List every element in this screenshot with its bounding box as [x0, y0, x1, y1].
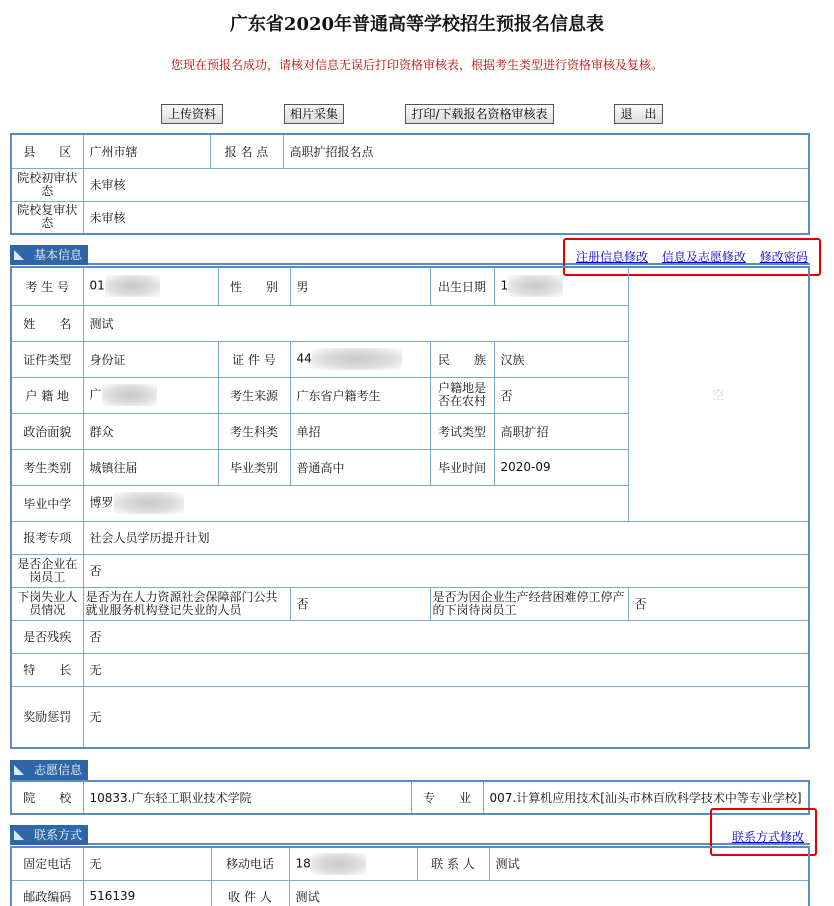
award-label: 奖励惩罚 — [11, 686, 83, 748]
program-label: 报考专项 — [11, 521, 83, 554]
unemployed-answer-2: 否 — [628, 587, 809, 620]
wish-table — [10, 780, 810, 815]
employee-label: 是否企业在岗员工 — [11, 554, 83, 587]
exit-button[interactable]: 退 出 — [614, 104, 663, 124]
ethnic-label: 民 族 — [430, 341, 494, 377]
county-value: 广州市辖 — [83, 134, 210, 168]
hukou-label: 户 籍 地 — [11, 377, 83, 413]
unemployed-answer-1: 否 — [290, 587, 430, 620]
photo-placeholder: 空 — [628, 267, 809, 521]
source-value: 广东省户籍考生 — [290, 377, 430, 413]
ethnic-value: 汉族 — [494, 341, 628, 377]
exam-no-value: 01 — [83, 267, 218, 305]
birth-label: 出生日期 — [430, 267, 494, 305]
contact-person-label: 联 系 人 — [417, 847, 489, 880]
grad-time-label: 毕业时间 — [430, 449, 494, 485]
talent-label: 特 长 — [11, 653, 83, 686]
initial-review-label: 院校初审状态 — [11, 168, 83, 201]
birth-value: 1 — [494, 267, 628, 305]
wish-info-header — [10, 760, 810, 780]
point-label: 报 名 点 — [210, 134, 283, 168]
college-label: 院 校 — [11, 781, 83, 814]
print-download-button[interactable]: 打印/下载报名资格审核表 — [405, 104, 554, 124]
unemployed-question-2: 是否为因企业生产经营困难停工停产的下岗待岗员工 — [430, 587, 628, 620]
subject-value: 单招 — [290, 413, 430, 449]
zip-label: 邮政编码 — [11, 880, 83, 906]
exam-type-label: 考试类型 — [430, 413, 494, 449]
photo-capture-button[interactable]: 相片采集 — [284, 104, 344, 124]
contact-header — [10, 825, 810, 845]
major-value: 007.计算机应用技术[汕头市林百欣科学技术中等专业学校] — [483, 781, 809, 814]
county-label: 县 区 — [11, 134, 83, 168]
grad-type-label: 毕业类别 — [218, 449, 290, 485]
school-value: 博罗 — [83, 485, 628, 521]
id-type-value: 身份证 — [83, 341, 218, 377]
employee-value: 否 — [83, 554, 809, 587]
grad-time-value: 2020-09 — [494, 449, 628, 485]
wish-info-tab: 志愿信息 — [10, 760, 88, 780]
category-label: 考生类别 — [11, 449, 83, 485]
unemployed-label: 下岗失业人员情况 — [11, 587, 83, 620]
upload-button[interactable]: 上传资料 — [161, 104, 223, 124]
initial-review-value: 未审核 — [83, 168, 809, 201]
political-label: 政治面貌 — [11, 413, 83, 449]
edit-contact-link[interactable]: 联系方式修改 — [732, 830, 805, 844]
zip-value: 516139 — [83, 880, 211, 906]
page-title: 广东省2020年普通高等学校招生预报名信息表 — [229, 14, 605, 35]
id-type-label: 证件类型 — [11, 341, 83, 377]
gender-value: 男 — [290, 267, 430, 305]
basic-info-tab: 基本信息 — [10, 245, 88, 265]
category-value: 城镇往届 — [83, 449, 218, 485]
award-value: 无 — [83, 686, 809, 748]
grad-type-value: 普通高中 — [290, 449, 430, 485]
contact-tab: 联系方式 — [10, 825, 88, 845]
mobile-value: 18 — [289, 847, 417, 880]
contact-person-value: 测试 — [489, 847, 809, 880]
disabled-value: 否 — [83, 620, 809, 653]
subject-label: 考生科类 — [218, 413, 290, 449]
edit-info-link[interactable]: 信息及志愿修改 — [661, 250, 746, 264]
contact-table — [10, 846, 810, 906]
exam-no-label: 考 生 号 — [11, 267, 83, 305]
receiver-label: 收 件 人 — [211, 880, 289, 906]
id-no-label: 证 件 号 — [218, 341, 290, 377]
college-value: 10833.广东轻工职业技术学院 — [83, 781, 411, 814]
phone-value: 无 — [83, 847, 211, 880]
major-label: 专 业 — [411, 781, 483, 814]
rural-value: 否 — [494, 377, 628, 413]
basic-info-table — [10, 266, 810, 749]
program-value: 社会人员学历提升计划 — [83, 521, 809, 554]
success-notice: 您现在预报名成功，请核对信息无误后打印资格审核表，根据考生类型进行资格审核及复核。 — [170, 58, 663, 72]
rural-label: 户籍地是否在农村 — [430, 377, 494, 413]
exam-type-value: 高职扩招 — [494, 413, 628, 449]
phone-label: 固定电话 — [11, 847, 83, 880]
recheck-label: 院校复审状态 — [11, 201, 83, 234]
source-label: 考生来源 — [218, 377, 290, 413]
disabled-label: 是否残疾 — [11, 620, 83, 653]
recheck-value: 未审核 — [83, 201, 809, 234]
status-table — [10, 133, 810, 235]
receiver-value: 测试 — [289, 880, 809, 906]
talent-value: 无 — [83, 653, 809, 686]
point-value: 高职扩招报名点 — [283, 134, 809, 168]
gender-label: 性 别 — [218, 267, 290, 305]
hukou-value: 广 — [83, 377, 218, 413]
id-no-value: 44 — [290, 341, 430, 377]
political-value: 群众 — [83, 413, 218, 449]
name-label: 姓 名 — [11, 305, 83, 341]
mobile-label: 移动电话 — [211, 847, 289, 880]
unemployed-question-1: 是否为在人力资源社会保障部门公共就业服务机构登记失业的人员 — [83, 587, 290, 620]
edit-register-link[interactable]: 注册信息修改 — [576, 250, 649, 264]
school-label: 毕业中学 — [11, 485, 83, 521]
change-password-link[interactable]: 修改密码 — [759, 250, 808, 264]
name-value: 测试 — [83, 305, 628, 341]
